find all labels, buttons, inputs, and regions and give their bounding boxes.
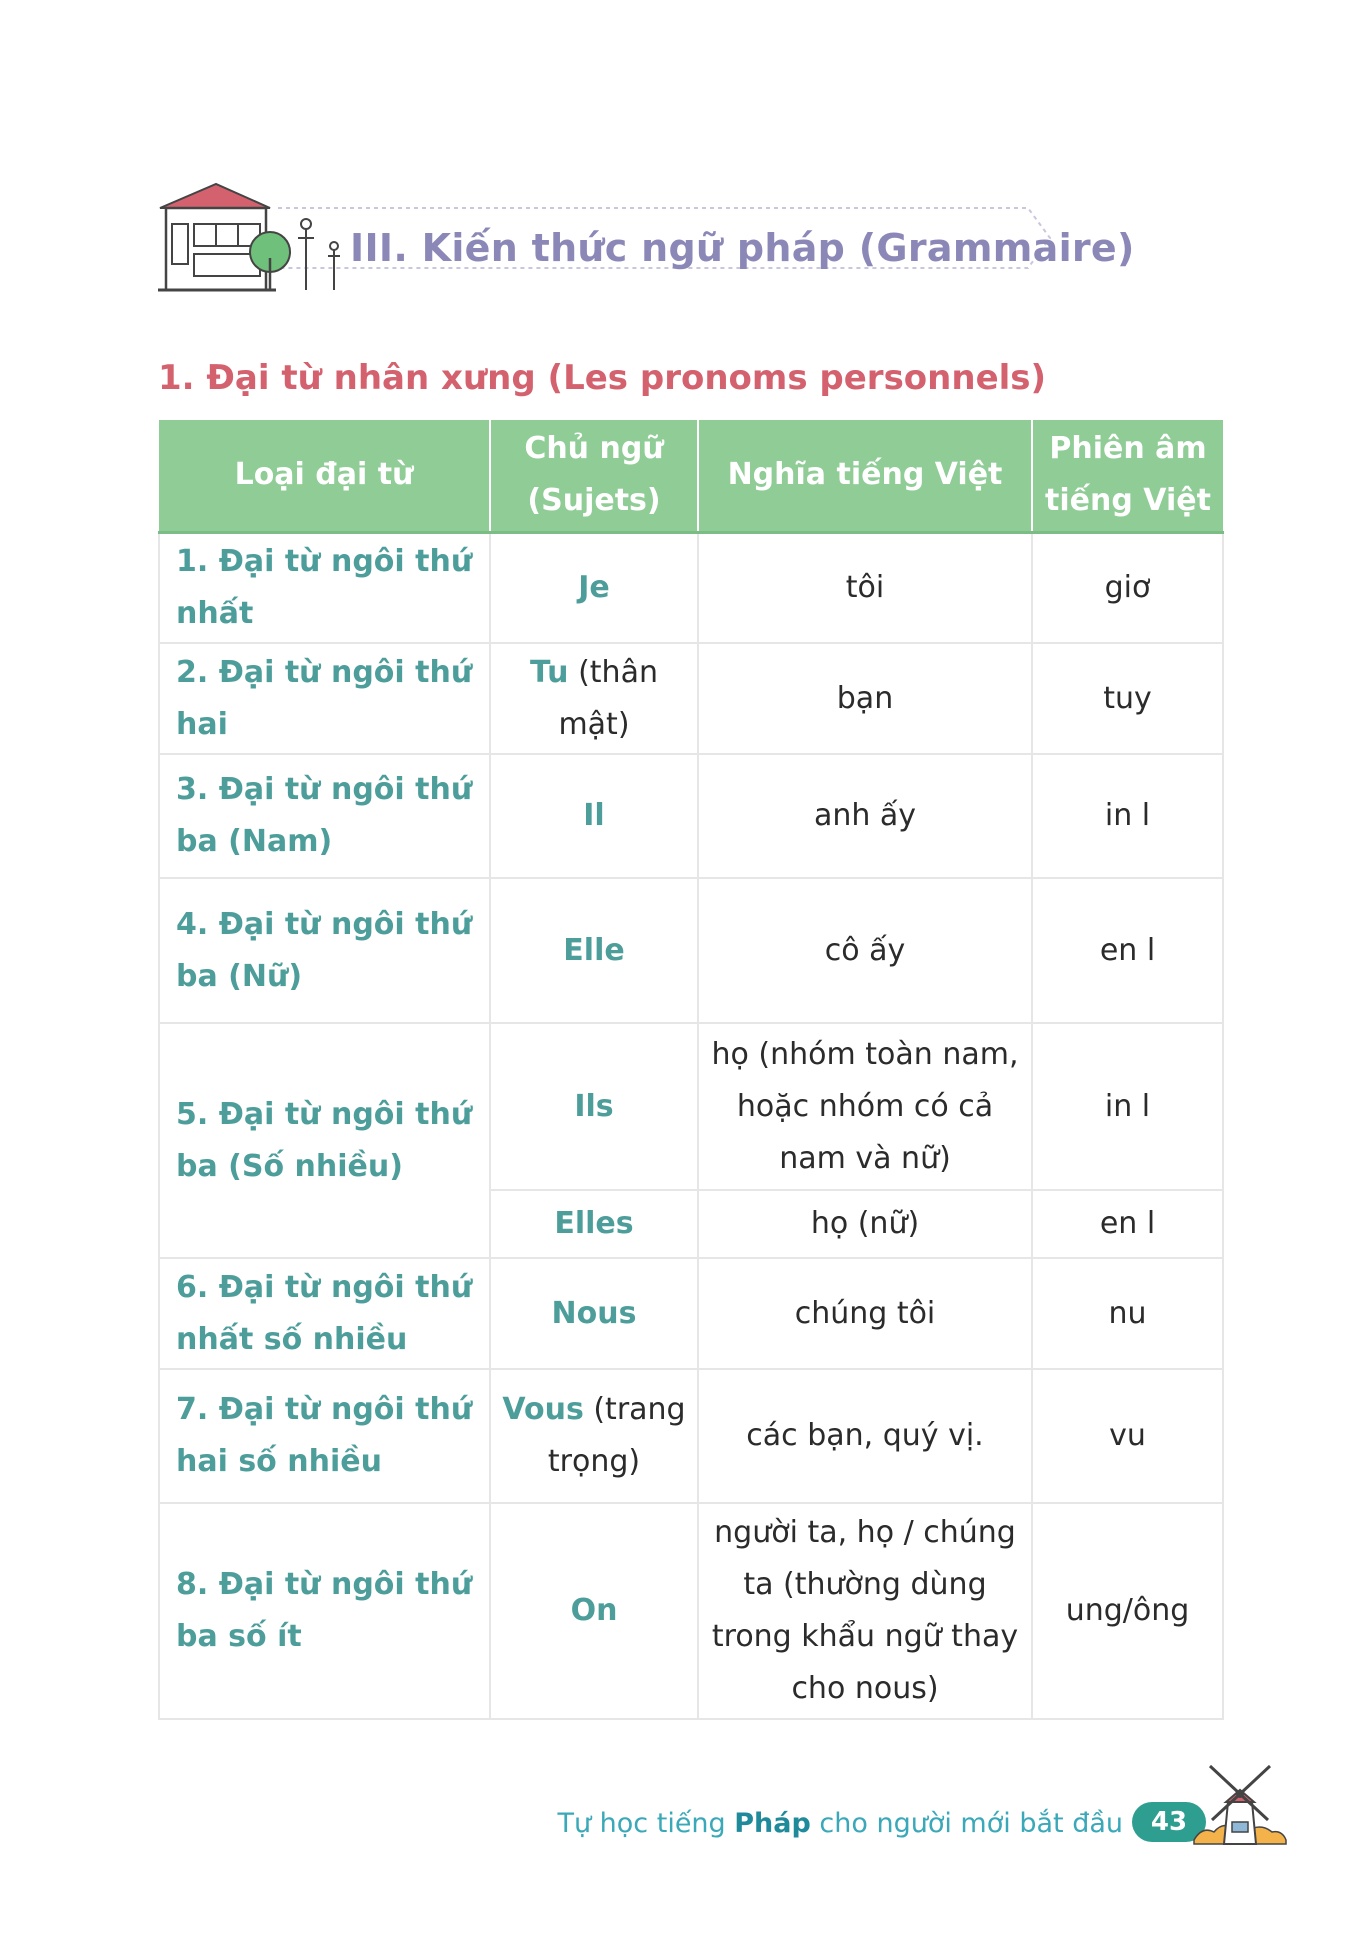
meaning-cell: họ (nhóm toàn nam, hoặc nhóm có cả nam và nữ): [698, 1023, 1032, 1190]
meaning-cell: người ta, họ / chúng ta (thường dùng trong khẩu ngữ thay cho nous): [698, 1503, 1032, 1719]
pronunciation-cell: en l: [1032, 1190, 1223, 1258]
pronunciation-cell: vu: [1032, 1369, 1223, 1503]
pronunciation-cell: in l: [1032, 1023, 1223, 1190]
pronoun-type: 5. Đại từ ngôi thứ ba (Số nhiều): [159, 1023, 490, 1258]
pronoun-type: 1. Đại từ ngôi thứ nhất: [159, 532, 490, 643]
subject-cell: Il: [490, 754, 698, 878]
subject-cell: Elles: [490, 1190, 698, 1258]
meaning-cell: họ (nữ): [698, 1190, 1032, 1258]
windmill-icon: [1190, 1756, 1290, 1852]
pronoun-type: 6. Đại từ ngôi thứ nhất số nhiều: [159, 1258, 490, 1369]
table-row: [159, 754, 1223, 878]
meaning-cell: cô ấy: [698, 878, 1032, 1023]
pronunciation-cell: en l: [1032, 878, 1223, 1023]
subject-cell: Elle: [490, 878, 698, 1023]
meaning-cell: bạn: [698, 643, 1032, 754]
section-title: III. Kiến thức ngữ pháp (Grammaire): [350, 226, 1135, 270]
pronoun-type: 2. Đại từ ngôi thứ hai: [159, 643, 490, 754]
meaning-cell: các bạn, quý vị.: [698, 1369, 1032, 1503]
pronoun-type: 4. Đại từ ngôi thứ ba (Nữ): [159, 878, 490, 1023]
header-meaning: Nghĩa tiếng Việt: [698, 420, 1032, 532]
header-type: Loại đại từ: [159, 420, 490, 532]
street-lamp-icon: [298, 219, 340, 290]
table-row: [159, 878, 1223, 1023]
page-number: 43: [1132, 1802, 1206, 1842]
subject-cell: On: [490, 1503, 698, 1719]
subsection-title: 1. Đại từ nhân xưng (Les pronoms personnels): [158, 358, 1047, 398]
table-row: [159, 532, 1223, 643]
header-subject: Chủ ngữ (Sujets): [490, 420, 698, 532]
table-row: [159, 1023, 1223, 1190]
pronunciation-cell: tuy: [1032, 643, 1223, 754]
subject-cell: Je: [490, 532, 698, 643]
table-row: [159, 1503, 1223, 1719]
subject-cell: Tu (thân mật): [490, 643, 698, 754]
pronoun-type: 7. Đại từ ngôi thứ hai số nhiều: [159, 1369, 490, 1503]
pronunciation-cell: in l: [1032, 754, 1223, 878]
table-row: [159, 1369, 1223, 1503]
pronoun-type: 8. Đại từ ngôi thứ ba số ít: [159, 1503, 490, 1719]
meaning-cell: chúng tôi: [698, 1258, 1032, 1369]
meaning-cell: tôi: [698, 532, 1032, 643]
book-title-footer: Tự học tiếng Pháp cho người mới bắt đầu: [557, 1808, 1123, 1839]
pronunciation-cell: nu: [1032, 1258, 1223, 1369]
subject-cell: Vous (trang trọng): [490, 1369, 698, 1503]
subject-cell: Nous: [490, 1258, 698, 1369]
table-header-row: [159, 420, 1223, 532]
table-row: [159, 643, 1223, 754]
pronoun-type: 3. Đại từ ngôi thứ ba (Nam): [159, 754, 490, 878]
pronouns-table: [158, 420, 1224, 1720]
subject-cell: Ils: [490, 1023, 698, 1190]
pronunciation-cell: ung/ông: [1032, 1503, 1223, 1719]
meaning-cell: anh ấy: [698, 754, 1032, 878]
header-pronunciation: Phiên âm tiếng Việt: [1032, 420, 1223, 532]
pronunciation-cell: giơ: [1032, 532, 1223, 643]
table-row: [159, 1258, 1223, 1369]
